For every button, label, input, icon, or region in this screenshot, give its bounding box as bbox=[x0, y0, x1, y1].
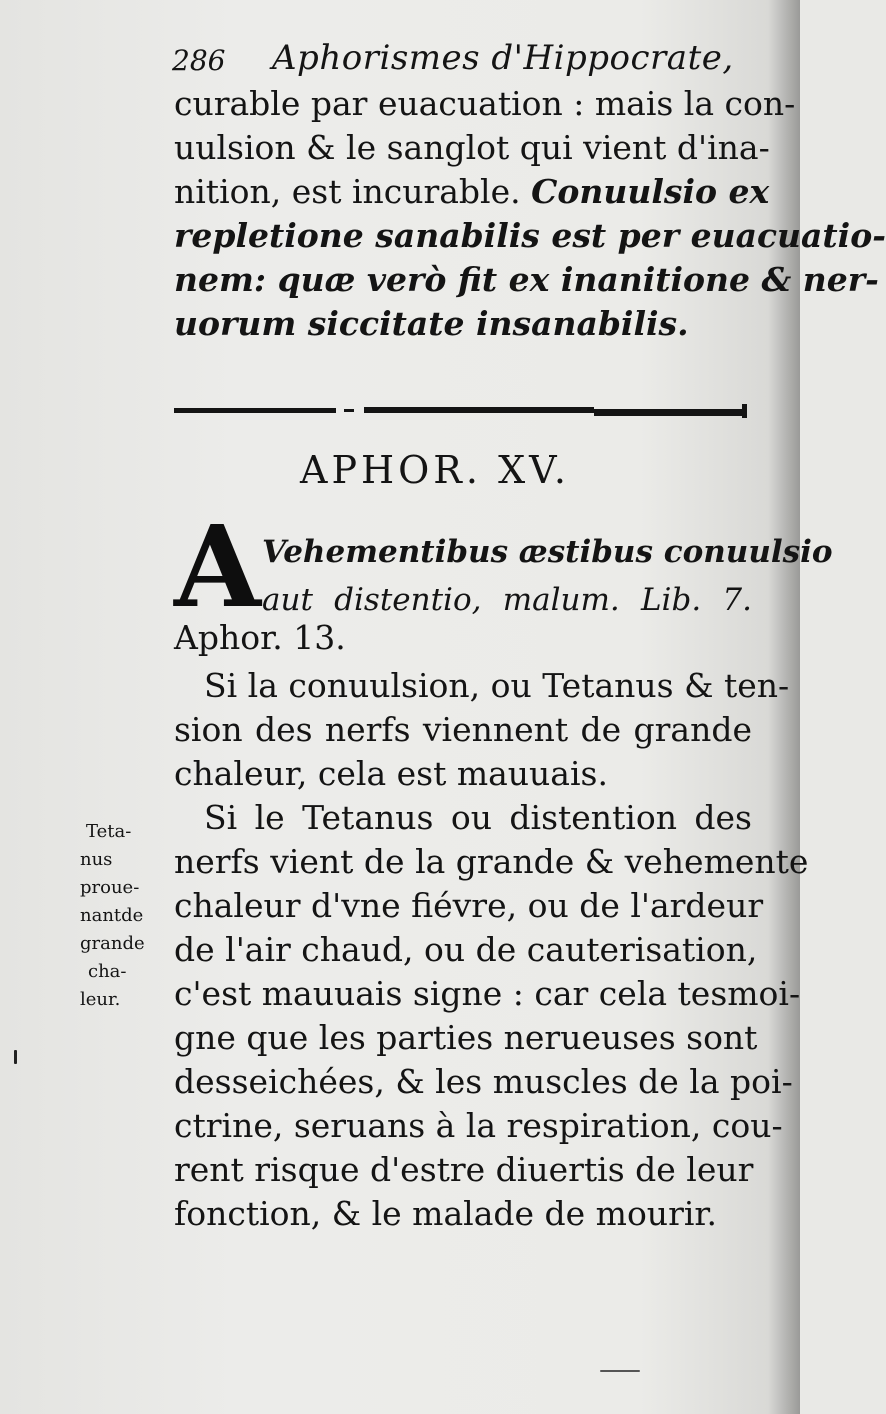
continued-text bbox=[174, 82, 886, 346]
text-line: nerfs vient de la grande & vehemente bbox=[174, 842, 809, 881]
latin-line: uorum siccitate insanabilis. bbox=[174, 304, 689, 343]
margin-note-line: Teta- bbox=[86, 821, 132, 842]
margin-note-line: proue- bbox=[80, 877, 140, 898]
running-title: Aphorismes d'Hippocrate, bbox=[272, 38, 734, 78]
text-line bbox=[174, 170, 770, 214]
ornamental-rule bbox=[174, 402, 750, 422]
text-line: c'est mauuais signe : car cela tesmoi- bbox=[174, 974, 801, 1013]
text-line: curable par euacuation : mais la con- bbox=[174, 84, 796, 123]
text-line: rent risque d'estre diuertis de leur bbox=[174, 1150, 754, 1189]
paragraph-1 bbox=[174, 664, 790, 796]
paragraph-2 bbox=[174, 796, 809, 1236]
aphorism-reference bbox=[174, 616, 474, 660]
text-line: chaleur, cela est mauuais. bbox=[174, 754, 608, 793]
ink-speck bbox=[600, 1370, 640, 1372]
ink-speck bbox=[14, 1050, 17, 1064]
margin-note-line: nantde bbox=[80, 905, 144, 926]
text-line: Si le Tetanus ou distention des bbox=[204, 798, 752, 837]
text-line: de l'air chaud, ou de cauterisation, bbox=[174, 930, 758, 969]
french-fragment: nition, est incurable. bbox=[174, 172, 521, 211]
margin-note-line: leur. bbox=[80, 989, 121, 1010]
text-line: fonction, & le malade de mourir. bbox=[174, 1194, 718, 1233]
margin-note-line: cha- bbox=[88, 961, 127, 982]
latin-line: aut distentio, malum. Lib. 7. bbox=[262, 582, 752, 618]
page-number: 286 bbox=[172, 44, 226, 77]
margin-note-line: nus bbox=[80, 849, 113, 870]
text-line: Si la conuulsion, ou Tetanus & ten- bbox=[204, 666, 790, 705]
text-line: desseichées, & les muscles de la poi- bbox=[174, 1062, 793, 1101]
latin-line: Vehementibus æstibus conuulsio bbox=[262, 534, 833, 570]
page-header bbox=[172, 30, 752, 90]
aphorism-heading: APHOR. XV. bbox=[300, 448, 571, 492]
margin-note bbox=[80, 818, 172, 1014]
latin-line: nem: quæ verò fit ex inanitione & ner- bbox=[174, 260, 879, 299]
text-line: sion des nerfs viennent de grande bbox=[174, 710, 752, 749]
reference-line: Aphor. 13. bbox=[174, 618, 346, 657]
latin-line: repletione sanabilis est per euacuatio- bbox=[174, 216, 886, 255]
text-line: gne que les parties nerueuses sont bbox=[174, 1018, 758, 1057]
section-rule bbox=[174, 402, 750, 422]
aphorism-latin bbox=[262, 528, 833, 624]
drop-cap: A bbox=[174, 502, 261, 633]
text-line: ctrine, seruans à la respiration, cou- bbox=[174, 1106, 783, 1145]
margin-note-line: grande bbox=[80, 933, 145, 954]
text-line: uulsion & le sanglot qui vient d'ina- bbox=[174, 128, 770, 167]
latin-fragment: Conuulsio ex bbox=[531, 172, 770, 211]
text-line: chaleur d'vne fiévre, ou de l'ardeur bbox=[174, 886, 764, 925]
